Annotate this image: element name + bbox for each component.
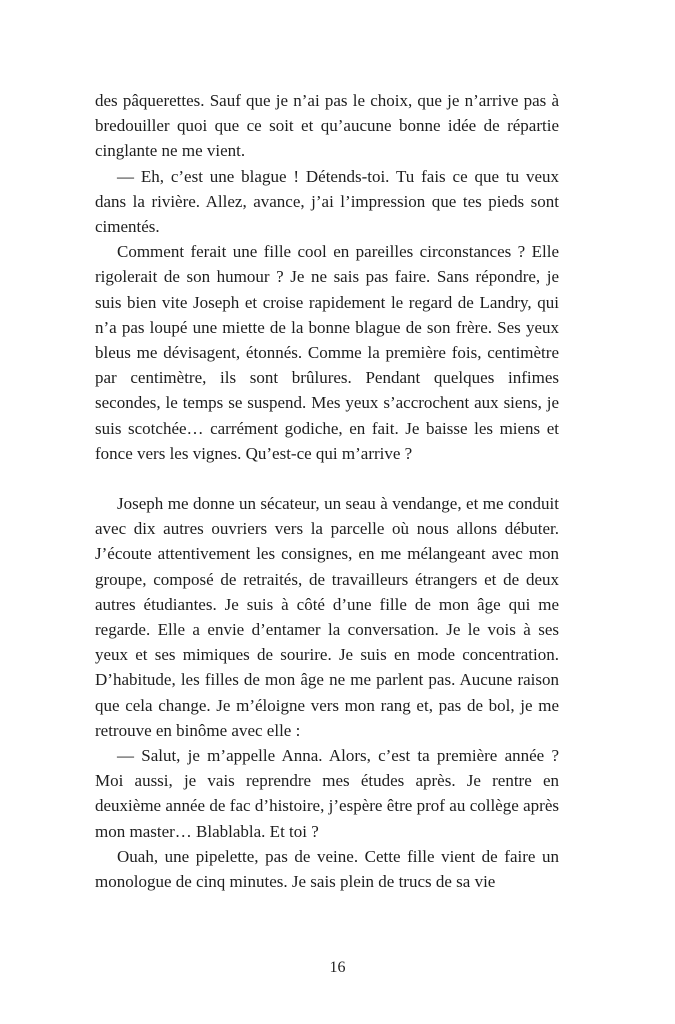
paragraph-narration: Comment ferait une fille cool en pareilles circonstances ? Elle rigolerait de son humour ? Je ne sais pas faire. Sans répondre, je suis bien vite Joseph et croise rapidement le regard de Landry, qui n’a pas loupé une miette de la bonne blague de son frère. Ses yeux bleus me dévisagent, étonnés. Comme la première fois, centimètre par centimètre, ils sont brûlures. Pendant quelques infimes secondes, le temps se suspend. Mes yeux s’accrochent aux siens, je suis scotchée… carrément godiche, en fait. Je baisse les miens et fonce vers les vignes. Qu’est-ce qui m’arrive ?	[95, 242, 559, 463]
paragraph-narration: Joseph me donne un sécateur, un seau à vendange, et me conduit avec dix autres ouvriers vers la parcelle où nous allons débuter. J’écoute attentivement les consignes, en me mélangeant avec mon groupe, composé de retraités, de travailleurs étrangers et de deux autres étudiantes. Je suis à côté d’une fille de mon âge qui me regarde. Elle a envie d’entamer la conversation. Je le vois à ses yeux et ses mimiques de sourire. Je suis en mode concentration. D’habitude, les filles de mon âge ne me parlent pas. Aucune raison que cela change. Je m’éloigne vers mon rang et, pas de bol, je me retrouve en binôme avec elle :	[95, 494, 559, 740]
paragraph-dialogue-anna: — Salut, je m’appelle Anna. Alors, c’est ta première année ? Moi aussi, je vais reprendre mes études après. Je rentre en deuxième année de fac d’histoire, j’espère être prof au collège après mon master… Blablabla. Et toi ?	[95, 746, 559, 841]
paragraph-dialogue-joseph: — Eh, c’est une blague ! Détends-toi. Tu fais ce que tu veux dans la rivière. Allez, avance, j’ai l’impression que tes pieds sont cimentés.	[95, 166, 559, 237]
paragraph-continuation: des pâquerettes. Sauf que je n’ai pas le choix, que je n’arrive pas à bredouiller quoi que ce soit et qu’aucune bonne idée de répartie cinglante ne me vient.	[95, 91, 559, 161]
section-break	[95, 466, 559, 491]
page-body	[95, 88, 559, 894]
paragraph-narration: Ouah, une pipelette, pas de veine. Cette fille vient de faire un monologue de cinq minutes. Je sais plein de trucs de sa vie	[95, 846, 559, 892]
page-number: 16	[329, 959, 346, 976]
